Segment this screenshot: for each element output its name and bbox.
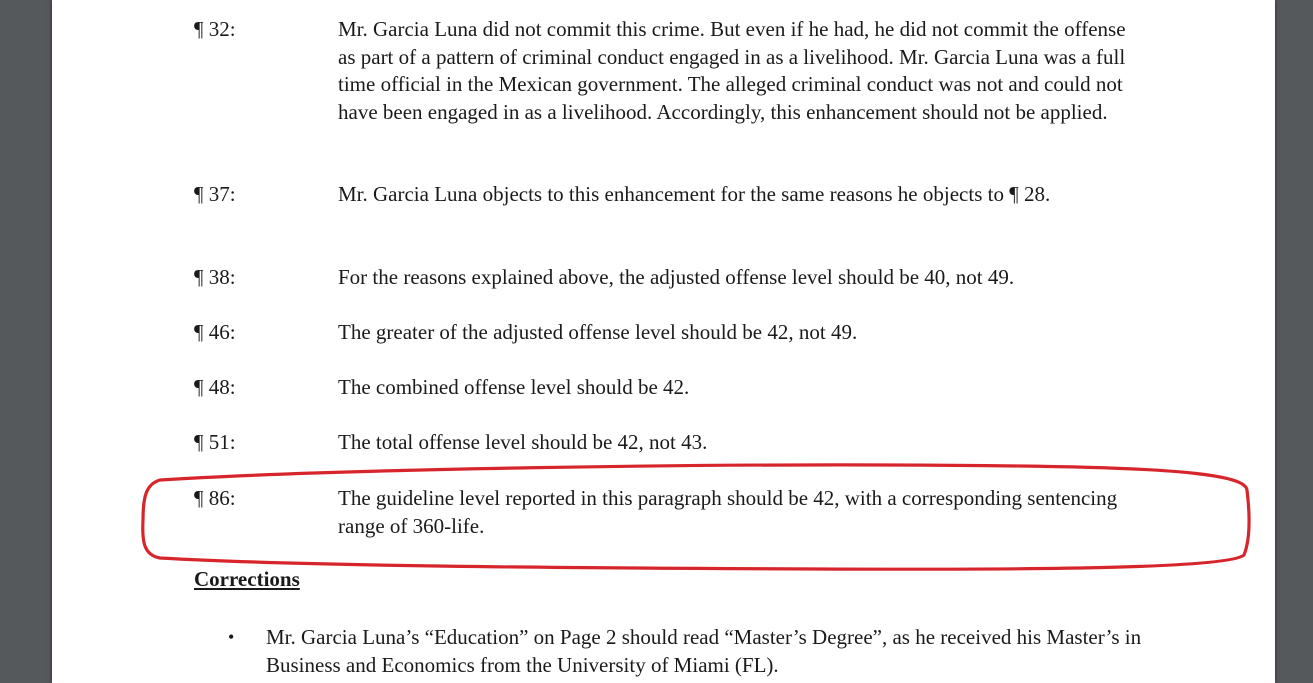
paragraph-label: ¶ 32: — [194, 17, 236, 41]
paragraph-label: ¶ 86: — [194, 486, 236, 510]
paragraph-text: The combined offense level should be 42. — [338, 375, 690, 399]
document-page — [52, 0, 1275, 683]
paragraph-label: ¶ 37: — [194, 182, 236, 206]
paragraph-label: ¶ 51: — [194, 430, 236, 454]
paragraph-text: Mr. Garcia Luna did not commit this crime. But even if he had, he did not commit the offense as part of a pattern of criminal conduct engaged in as a livelihood. Mr. Garcia Luna was a full time official in the Mexican government. The alleged criminal conduct was not and could not have been engaged in as a livelihood. Accordingly, this enhancement should not be applied. — [338, 17, 1126, 124]
paragraph-text: Mr. Garcia Luna objects to this enhancement for the same reasons he objects to ¶ 28. — [338, 182, 1051, 206]
bullet-text: Mr. Garcia Luna’s “Education” on Page 2 should read “Master’s Degree”, as he received his Master’s in Business and Economics from the University of Miami (FL). — [266, 625, 1142, 677]
paragraph-text: The greater of the adjusted offense level should be 42, not 49. — [338, 320, 858, 344]
paragraph-text: For the reasons explained above, the adjusted offense level should be 40, not 49. — [338, 265, 1015, 289]
paragraph-text: The total offense level should be 42, not 43. — [338, 430, 708, 454]
paragraph-label: ¶ 48: — [194, 375, 236, 399]
bullet-marker: • — [228, 627, 235, 647]
paragraph-text: The guideline level reported in this paragraph should be 42, with a corresponding sentencing range of 360-life. — [338, 486, 1118, 538]
paragraph-label: ¶ 38: — [194, 265, 236, 289]
corrections-heading: Corrections — [194, 567, 300, 591]
paragraph-label: ¶ 46: — [194, 320, 236, 344]
